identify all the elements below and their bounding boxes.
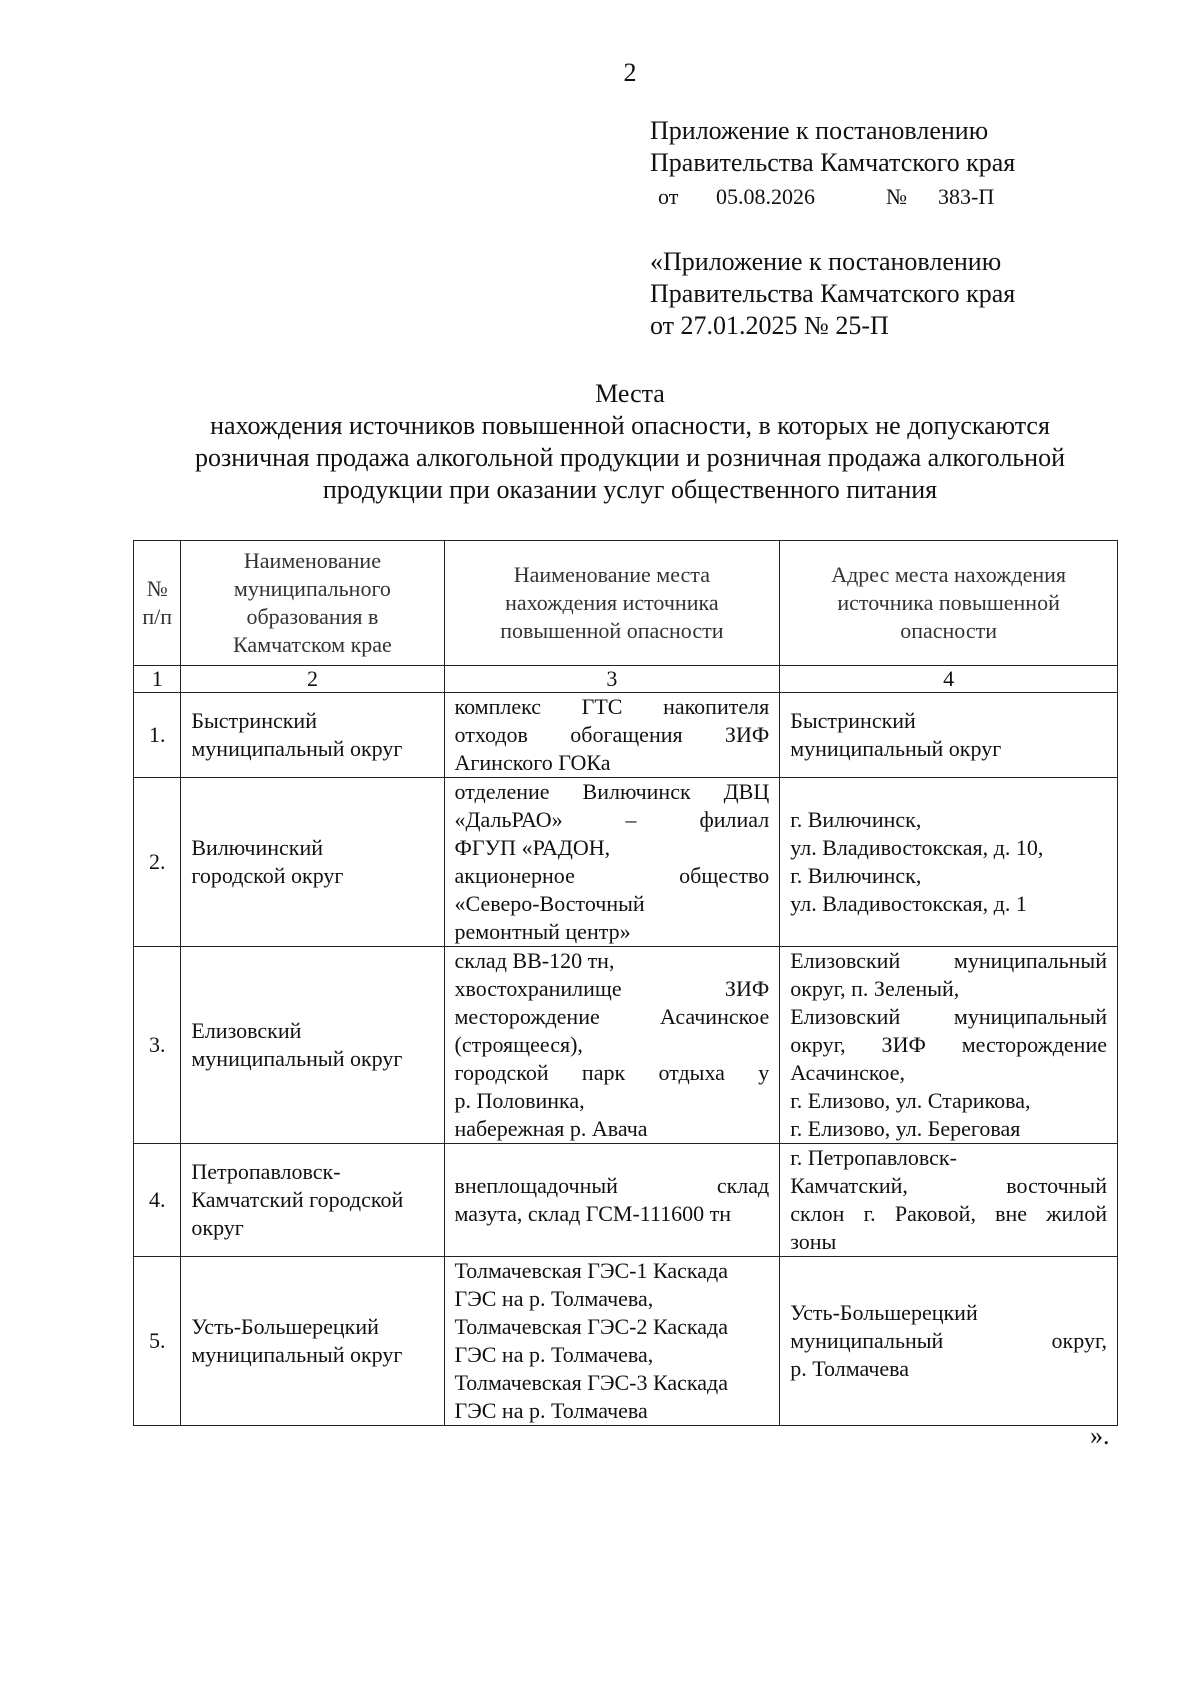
cell-line: Толмачевская ГЭС-3 Каскада (454, 1370, 728, 1395)
cell-line: муниципальный округ (191, 1046, 403, 1071)
cell-line: Быстринский (790, 708, 916, 733)
table-header-row (134, 541, 1118, 666)
cell-line: г. Вилючинск, (790, 807, 922, 832)
table-row (134, 947, 1118, 1144)
cell-line: городской парк отдыха у (454, 1060, 770, 1085)
column-number-cell: 1 (134, 666, 181, 693)
header-cell-municipality: Наименование муниципального образования в Камчатском крае (181, 541, 444, 666)
municipality-cell (181, 1144, 444, 1257)
approval-number-label: № (886, 184, 907, 209)
title-line-2: нахождения источников повышенной опасности, в которых не допускаются (210, 411, 1050, 440)
place-cell (444, 947, 780, 1144)
address-cell (780, 1144, 1118, 1257)
cell-line: округ, п. Зеленый, (790, 976, 960, 1001)
cell-line: Камчатский городской (191, 1187, 404, 1212)
cell-line: Елизовский (191, 1018, 302, 1043)
cell-line: склон г. Раковой, вне жилой (790, 1201, 1107, 1226)
column-number-cell: 2 (181, 666, 444, 693)
title-line-4: продукции при оказании услуг общественного питания (322, 475, 938, 504)
cell-line: муниципальный округ (191, 1342, 403, 1367)
cell-line: ул. Владивостокская, д. 10, (790, 835, 1044, 860)
address-cell (780, 693, 1118, 778)
row-number-cell: 5. (134, 1257, 181, 1426)
column-number-cell: 4 (780, 666, 1118, 693)
municipality-cell (181, 1257, 444, 1426)
cell-line: зоны (790, 1229, 837, 1254)
cell-line: «ДальРАО» – филиал (454, 807, 770, 832)
cell-line: Быстринский (191, 708, 317, 733)
row-number-cell: 2. (134, 778, 181, 947)
cell-line: хвостохранилище ЗИФ (454, 976, 770, 1001)
cell-line: Толмачевская ГЭС-1 Каскада (454, 1258, 728, 1283)
municipality-cell (181, 778, 444, 947)
cell-line: Агинского ГОКа (454, 750, 611, 775)
cell-line: отходов обогащения ЗИФ (454, 722, 770, 747)
hazard-sites-table (133, 540, 1118, 1426)
cell-line: округ, ЗИФ месторождение (790, 1032, 1107, 1057)
cell-line: муниципальный округ, (790, 1328, 1107, 1353)
approval-line-2: Правительства Камчатского края (650, 148, 1016, 177)
cell-line: г. Елизово, ул. Старикова, (790, 1088, 1031, 1113)
address-cell (780, 1257, 1118, 1426)
document-title (130, 378, 1130, 506)
approval-number: 383-П (938, 184, 995, 209)
page-number: 2 (623, 58, 637, 87)
cell-line: ГЭС на р. Толмачева, (454, 1286, 654, 1311)
cell-line: отделение Вилючинск ДВЦ (454, 779, 770, 804)
previous-approval-block (650, 246, 1015, 342)
cell-line: городской округ (191, 863, 344, 888)
approval-dateline (650, 179, 1015, 211)
table-row (134, 693, 1118, 778)
cell-line: ул. Владивостокская, д. 1 (790, 891, 1027, 916)
cell-line: Петропавловск- (191, 1159, 341, 1184)
cell-line: набережная р. Авача (454, 1116, 648, 1141)
closing-quote-mark: ». (1090, 1421, 1110, 1450)
cell-line: г. Вилючинск, (790, 863, 922, 888)
approval-from-label: от (658, 184, 679, 209)
municipality-cell (181, 693, 444, 778)
cell-line: «Северо-Восточный (454, 891, 645, 916)
address-cell (780, 778, 1118, 947)
cell-line: г. Елизово, ул. Береговая (790, 1116, 1021, 1141)
cell-line: (строящееся), (454, 1032, 583, 1057)
column-number-cell: 3 (444, 666, 780, 693)
title-line-3: розничная продажа алкогольной продукции и розничная продажа алкогольной (194, 443, 1065, 472)
previous-approval-line-1: «Приложение к постановлению (650, 247, 1002, 276)
cell-line: Елизовский муниципальный (790, 1004, 1107, 1029)
table-row (134, 1257, 1118, 1426)
table-row (134, 778, 1118, 947)
cell-line: муниципальный округ (790, 736, 1002, 761)
cell-line: р. Толмачева (790, 1356, 910, 1381)
cell-line: муниципальный округ (191, 736, 403, 761)
place-cell (444, 1257, 780, 1426)
cell-line: Усть-Большерецкий (790, 1300, 978, 1325)
title-line-1: Места (595, 379, 665, 408)
cell-line: Усть-Большерецкий (191, 1314, 379, 1339)
cell-line: Вилючинский (191, 835, 324, 860)
cell-line: Асачинское, (790, 1060, 905, 1085)
header-cell-address: Адрес места нахождения источника повышенной опасности (780, 541, 1118, 666)
approval-date: 05.08.2026 (716, 184, 815, 209)
cell-line: р. Половинка, (454, 1088, 585, 1113)
row-number-cell: 4. (134, 1144, 181, 1257)
header-cell-number: № п/п (134, 541, 181, 666)
cell-line: внеплощадочный склад (454, 1173, 770, 1198)
municipality-cell (181, 947, 444, 1144)
cell-line: округ (191, 1215, 244, 1240)
row-number-cell: 1. (134, 693, 181, 778)
cell-line: акционерное общество (454, 863, 770, 888)
cell-line: Елизовский муниципальный (790, 948, 1107, 973)
cell-line: ГЭС на р. Толмачева (454, 1398, 648, 1423)
cell-line: мазута, склад ГСМ-111600 тн (454, 1201, 732, 1226)
table-row (134, 1144, 1118, 1257)
cell-line: ГЭС на р. Толмачева, (454, 1342, 654, 1367)
place-cell (444, 778, 780, 947)
cell-line: г. Петропавловск- (790, 1145, 957, 1170)
cell-line: месторождение Асачинское (454, 1004, 770, 1029)
row-number-cell: 3. (134, 947, 181, 1144)
cell-line: Камчатский, восточный (790, 1173, 1107, 1198)
previous-approval-line-2: Правительства Камчатского края (650, 279, 1016, 308)
previous-approval-line-3: от 27.01.2025 № 25-П (650, 311, 889, 340)
cell-line: ФГУП «РАДОН, (454, 835, 611, 860)
address-cell (780, 947, 1118, 1144)
header-cell-place: Наименование места нахождения источника повышенной опасности (444, 541, 780, 666)
column-number-row (134, 666, 1118, 693)
approval-block (650, 115, 1015, 211)
cell-line: Толмачевская ГЭС-2 Каскада (454, 1314, 728, 1339)
cell-line: комплекс ГТС накопителя (454, 694, 770, 719)
cell-line: склад ВВ-120 тн, (454, 948, 615, 973)
place-cell (444, 1144, 780, 1257)
place-cell (444, 693, 780, 778)
cell-line: ремонтный центр» (454, 919, 631, 944)
approval-line-1: Приложение к постановлению (650, 116, 989, 145)
